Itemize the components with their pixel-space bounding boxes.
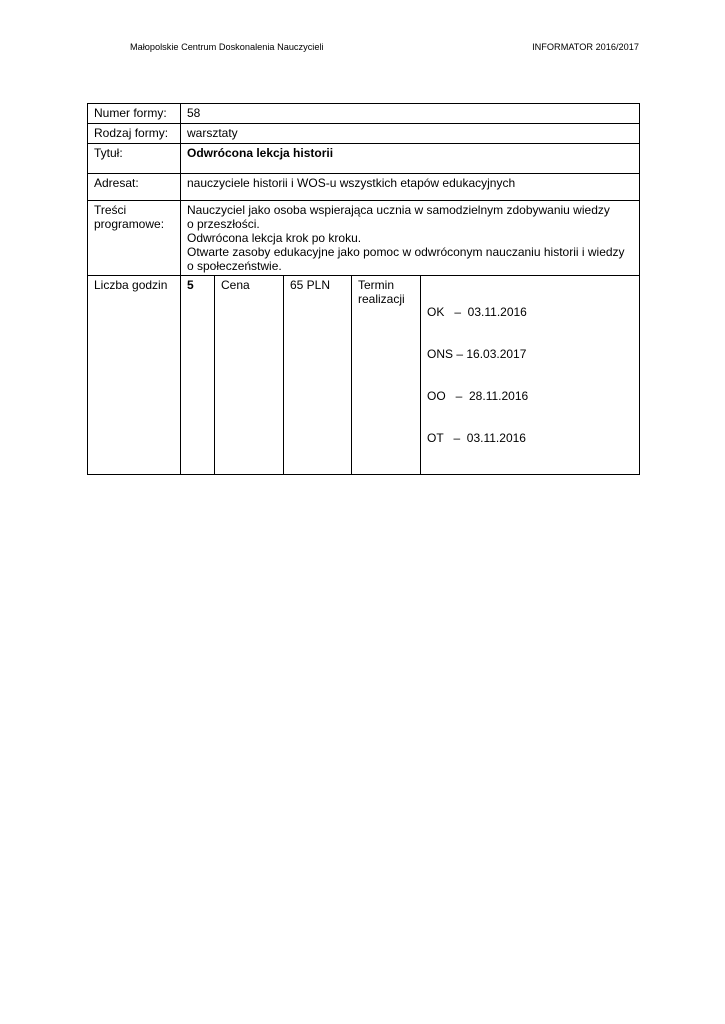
tresci-line: o przeszłości. — [187, 217, 260, 231]
cena-label: Cena — [215, 276, 284, 475]
row-rodzaj-formy — [88, 124, 640, 144]
termin-date-ot: OT – 03.11.2016 — [427, 431, 526, 445]
row-tresci-programowe — [88, 201, 640, 276]
termin-label — [352, 276, 421, 475]
row-godziny-cena-termin — [88, 276, 640, 475]
adresat-value: nauczyciele historii i WOS-u wszystkich etapów edukacyjnych — [181, 174, 640, 201]
tresci-label-line1: Treści — [94, 203, 127, 217]
termin-date-ok: OK – 03.11.2016 — [427, 305, 527, 319]
tytul-label: Tytuł: — [88, 144, 181, 174]
adresat-label: Adresat: — [88, 174, 181, 201]
tresci-line: Nauczyciel jako osoba wspierająca ucznia w samodzielnym zdobywaniu wiedzy — [187, 203, 610, 217]
numer-formy-label: Numer formy: — [88, 104, 181, 124]
liczba-godzin-label: Liczba godzin — [88, 276, 181, 475]
liczba-godzin-value: 5 — [181, 276, 215, 475]
rodzaj-formy-value: warsztaty — [181, 124, 640, 144]
row-adresat — [88, 174, 640, 201]
cena-value: 65 PLN — [284, 276, 352, 475]
tytul-value: Odwrócona lekcja historii — [181, 144, 640, 174]
tresci-line: Otwarte zasoby edukacyjne jako pomoc w odwróconym nauczaniu historii i wiedzy — [187, 245, 625, 259]
tresci-line: o społeczeństwie. — [187, 259, 282, 273]
termin-label-line1: Termin — [358, 278, 395, 292]
course-form-table — [87, 103, 640, 475]
header-informator: INFORMATOR 2016/2017 — [532, 42, 639, 52]
termin-dates — [421, 276, 640, 475]
termin-date-oo: OO – 28.11.2016 — [427, 389, 529, 403]
tresci-label — [88, 201, 181, 276]
tresci-line: Odwrócona lekcja krok po kroku. — [187, 231, 362, 245]
termin-label-line2: realizacji — [358, 292, 405, 306]
tresci-value — [181, 201, 640, 276]
tresci-label-line2: programowe: — [94, 217, 165, 231]
termin-date-ons: ONS – 16.03.2017 — [427, 347, 527, 361]
numer-formy-value: 58 — [181, 104, 640, 124]
row-tytul — [88, 144, 640, 174]
row-numer-formy — [88, 104, 640, 124]
rodzaj-formy-label: Rodzaj formy: — [88, 124, 181, 144]
header-institution: Małopolskie Centrum Doskonalenia Nauczycieli — [130, 42, 324, 52]
